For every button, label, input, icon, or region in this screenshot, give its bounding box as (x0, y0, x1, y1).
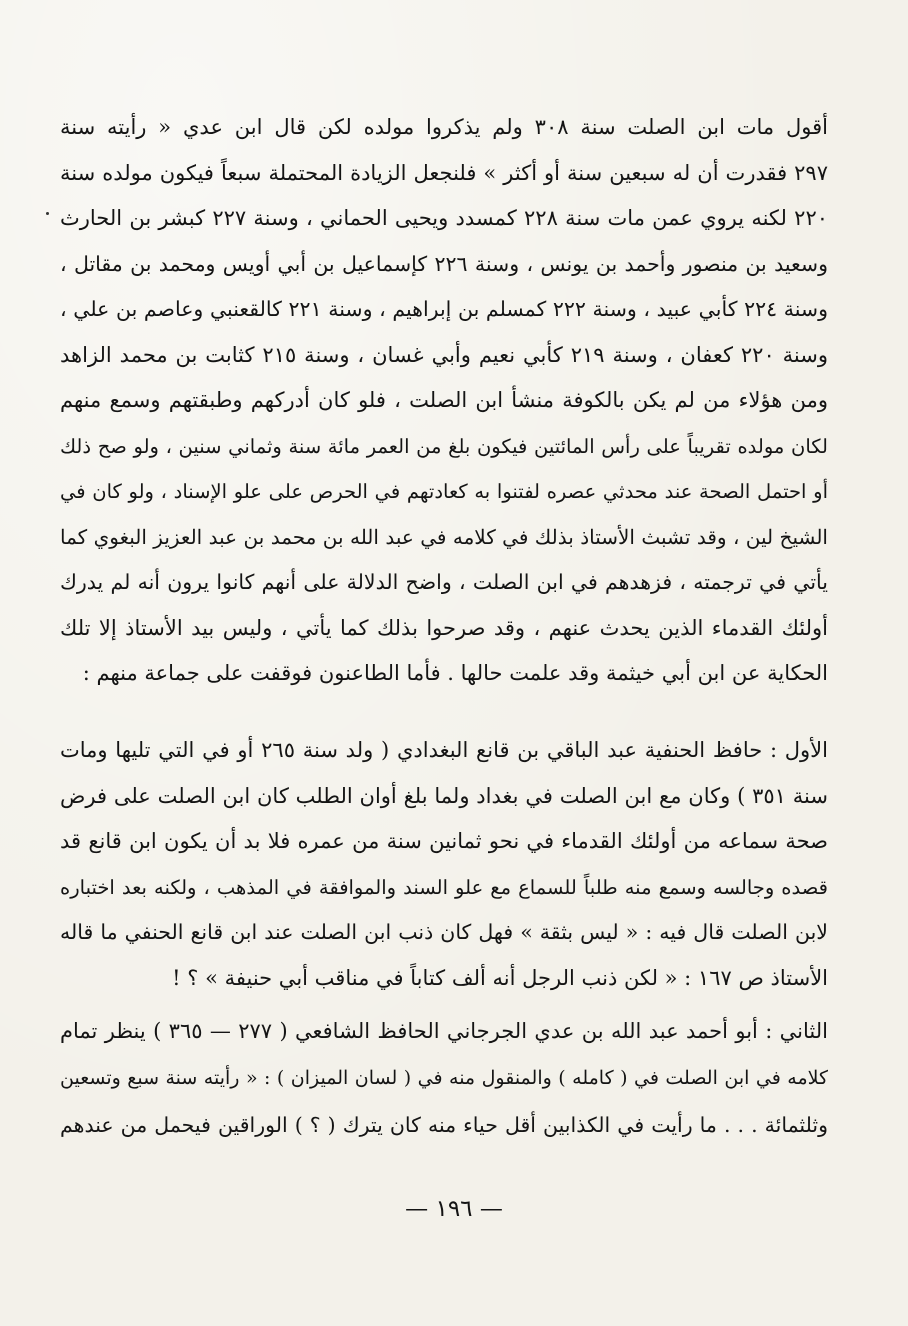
text-line: الشيخ لين ، وقد تشبث الأستاذ بذلك في كلامه في عبد الله بن محمد بن عبد العزيز البغوي كما (60, 524, 828, 549)
text-line: يأتي في ترجمته ، فزهدهم في ابن الصلت ، واضح الدلالة على أنهم كانوا يرون أنه لم يدرك (60, 570, 828, 594)
text-line: الأستاذ ص ١٦٧ : « لكن ذنب الرجل أنه ألف كتاباً في مناقب أبي حنيفة » ؟ ! (172, 965, 828, 990)
text-line: وسعيد بن منصور وأحمد بن يونس ، وسنة ٢٢٦ كإسماعيل بن أبي أويس ومحمد بن مقاتل ، (60, 251, 828, 276)
text-line: صحة سماعه من أولئك القدماء في نحو ثمانين سنة من عمره فلا بد أن يكون ابن قانع قد (60, 829, 828, 853)
text-line: وثلثمائة . . . ما رأيت في الكذابين أقل حياء منه كان يترك ( ؟ ) الوراقين فيحمل من عندهم (60, 1113, 828, 1137)
text-line: كلامه في ابن الصلت في ( كامله ) والمنقول منه في ( لسان الميزان ) : « رأيته سنة سبع وتسعين (60, 1067, 828, 1089)
text-line: ٢٢٠ لكنه يروي عمن مات سنة ٢٢٨ كمسدد ويحيى الحماني ، وسنة ٢٢٧ كبشر بن الحارث (60, 206, 828, 230)
text-line: الأول : حافظ الحنفية عبد الباقي بن قانع البغدادي ( ولد سنة ٢٦٥ أو في التي تليها ومات (60, 738, 828, 762)
text-line: قصده وجالسه وسمع منه طلباً للسماع مع علو السند والموافقة في المذهب ، ولكنه بعد اختباره (60, 875, 828, 899)
text-line: وسنة ٢٢٠ كعفان ، وسنة ٢١٩ كأبي نعيم وأبي غسان ، وسنة ٢١٥ كثابت بن محمد الزاهد (60, 342, 828, 367)
text-line: سنة ٣٥١ ) وكان مع ابن الصلت في بغداد ولما بلغ أوان الطلب كان ابن الصلت على فرض (60, 783, 828, 808)
ink-speck (46, 212, 49, 215)
text-line: لابن الصلت قال فيه : « ليس بثقة » فهل كان ذنب ابن الصلت عند ابن قانع الحنفي ما قاله (60, 920, 828, 944)
text-line: الحكاية عن ابن أبي خيثمة وقد علمت حالها . فأما الطاعنون فوقفت على جماعة منهم : (82, 661, 828, 685)
text-line: الثاني : أبو أحمد عبد الله بن عدي الجرجاني الحافظ الشافعي ( ٢٧٧ — ٣٦٥ ) ينظر تمام (60, 1019, 828, 1043)
text-line: ٢٩٧ فقدرت أن له سبعين سنة أو أكثر » فلنجعل الزيادة المحتملة سبعاً فيكون مولده سنة (60, 160, 828, 185)
paragraph-3 (60, 1008, 828, 1149)
page-number: — ١٩٦ — (405, 1196, 503, 1222)
text-line: لكان مولده تقريباً على رأس المائتين فيكون بلغ من العمر مائة سنة وثماني سنين ، ولو صح ذلك (60, 434, 828, 458)
paragraph-2 (60, 728, 828, 1001)
paragraph-1 (60, 105, 828, 697)
text-line: وسنة ٢٢٤ كأبي عبيد ، وسنة ٢٢٢ كمسلم بن إبراهيم ، وسنة ٢٢١ كالقعنبي وعاصم بن علي ، (60, 297, 828, 321)
text-line: ومن هؤلاء من لم يكن بالكوفة منشأ ابن الصلت ، فلو كان أدركهم وطبقتهم وسمع منهم (60, 388, 828, 412)
text-line: أولئك القدماء الذين يحدث عنهم ، وقد صرحوا بذلك كما يأتي ، وليس بيد الأستاذ إلا تلك (60, 615, 828, 640)
text-line: أقول مات ابن الصلت سنة ٣٠٨ ولم يذكروا مولده لكن قال ابن عدي « رأيته سنة (60, 115, 828, 139)
text-line: أو احتمل الصحة عند محدثي عصره لفتنوا به كعادتهم في الحرص على علو الإسناد ، ولو كان في (60, 480, 828, 503)
